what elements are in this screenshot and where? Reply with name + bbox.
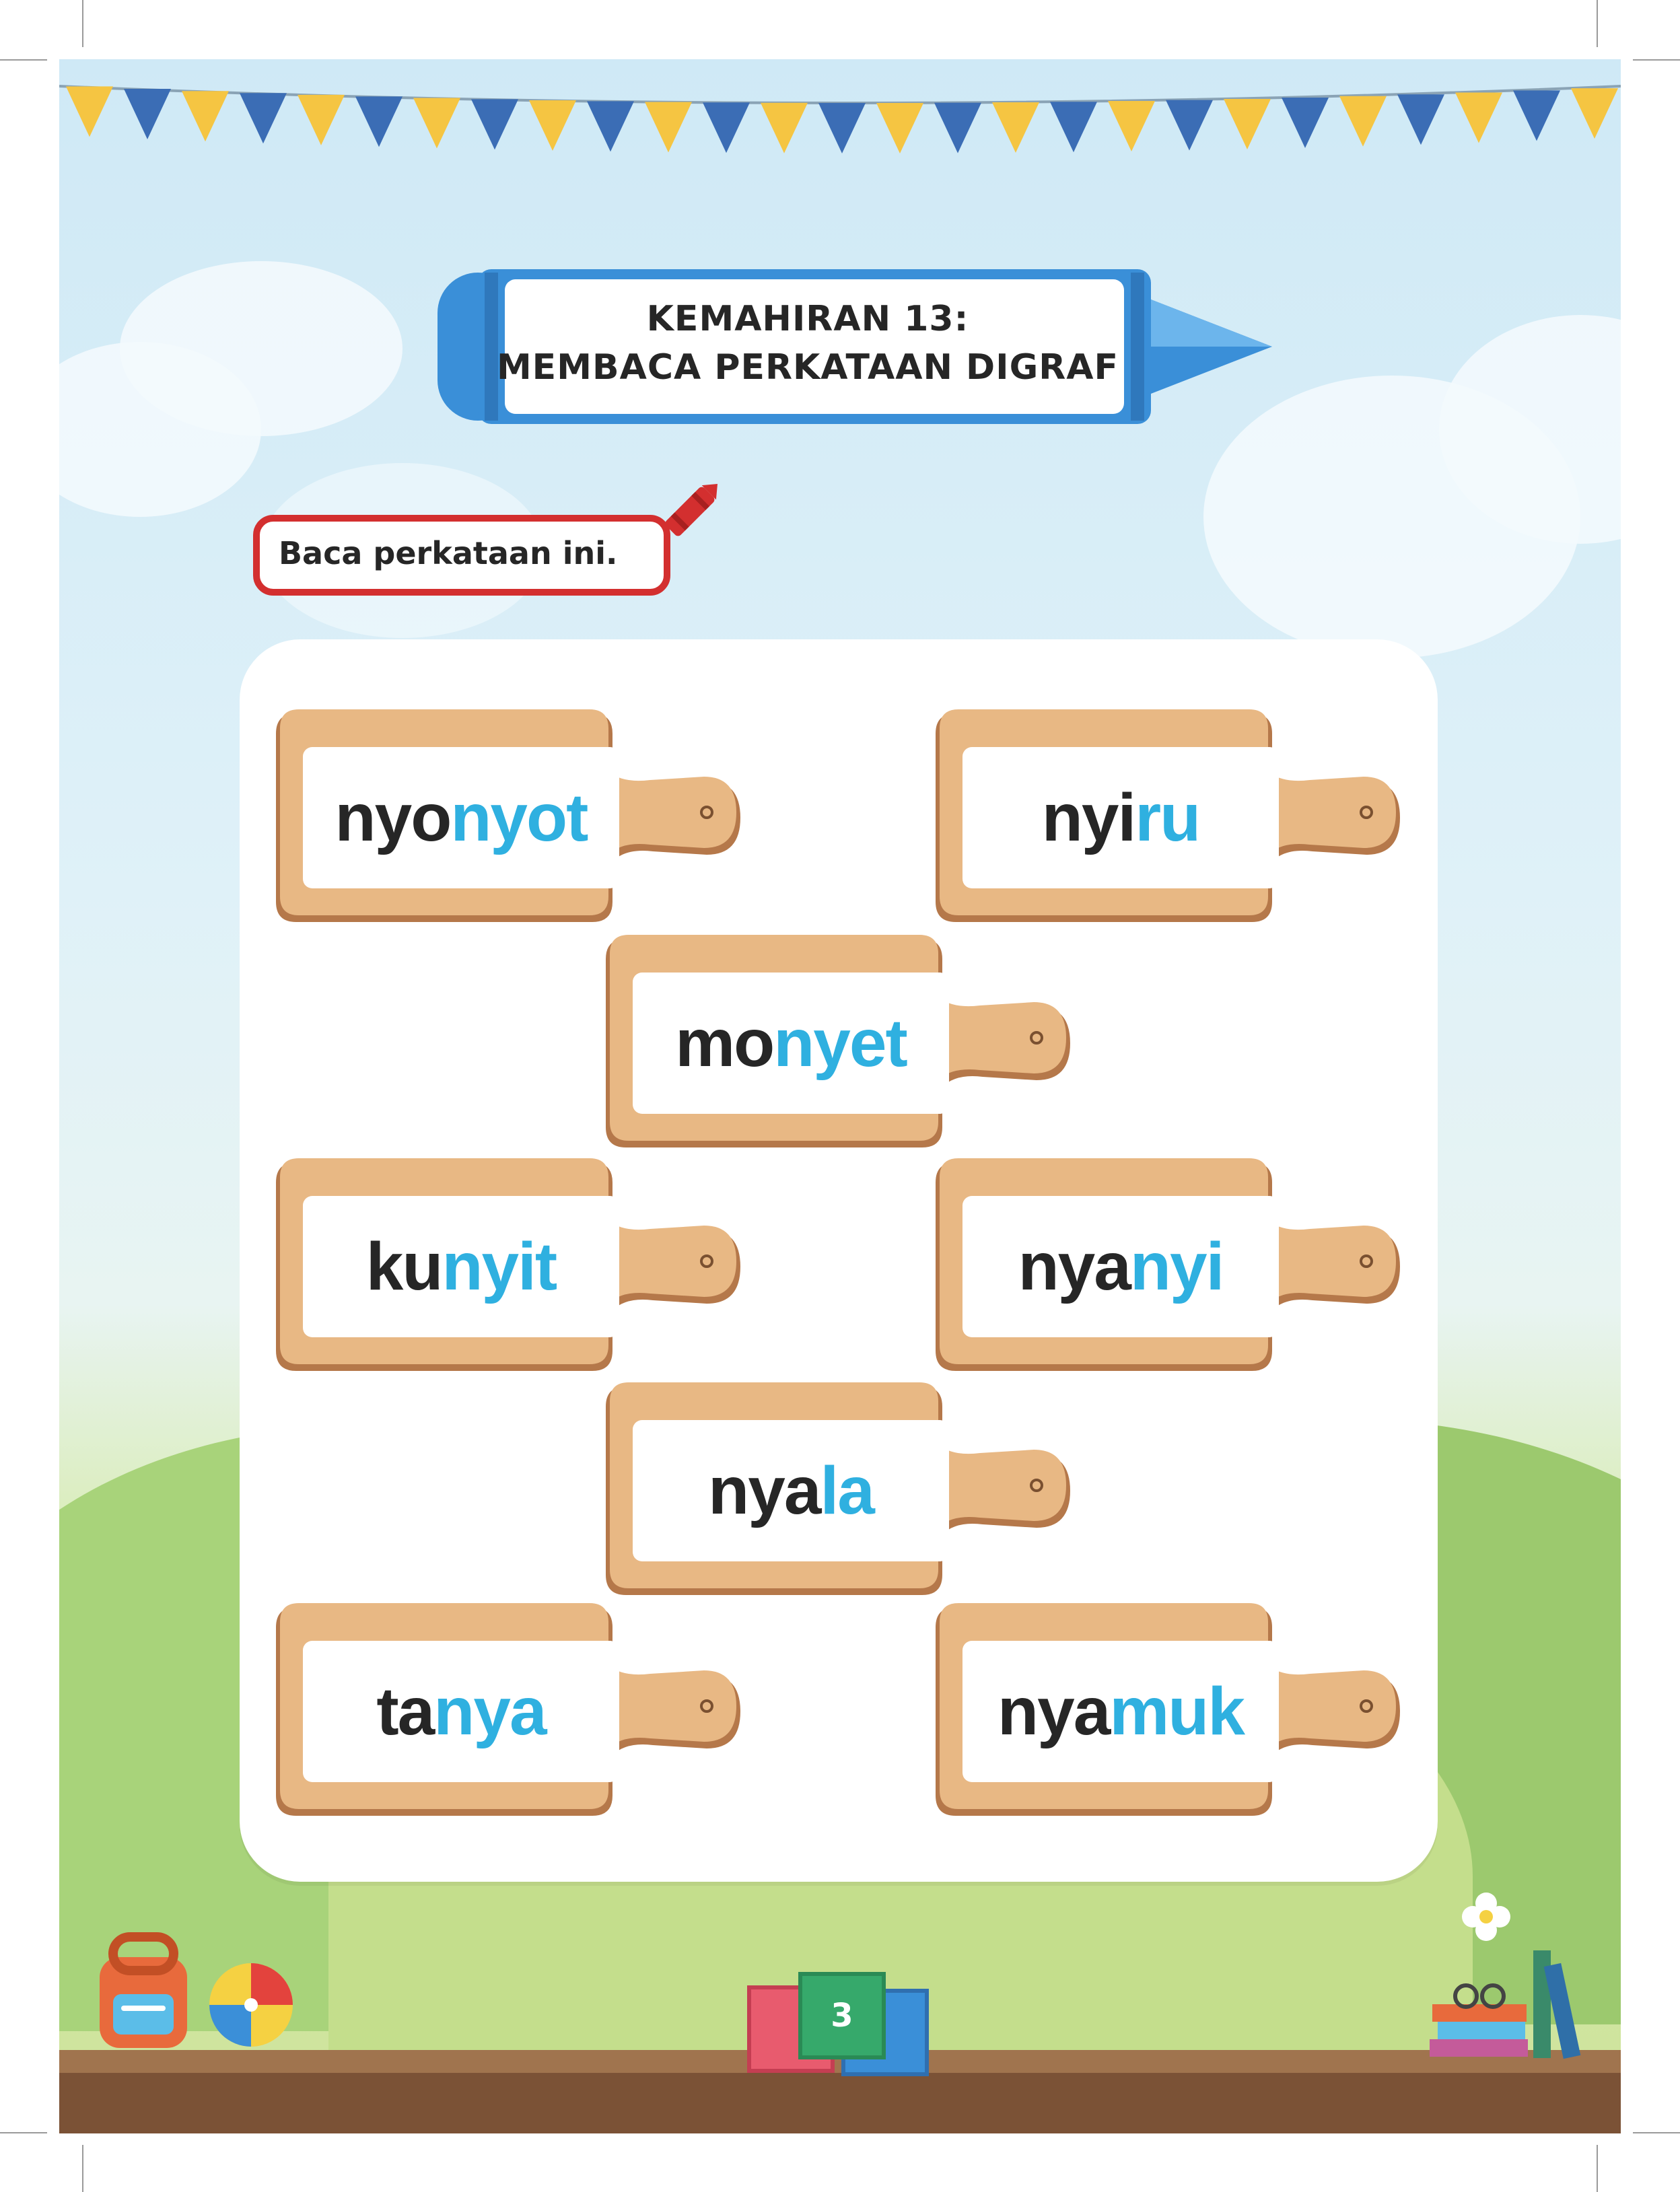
bunting-flag [1397,94,1444,145]
bunting-flag [66,86,113,137]
syllable: mo [675,1005,774,1081]
word-label [963,1641,1279,1782]
word-board [936,1600,1407,1823]
bunting-flag [992,102,1039,153]
syllable: nyo [335,779,451,855]
crop-mark [1597,2145,1598,2192]
bunting-flag [355,96,403,147]
crop-mark [82,2145,83,2192]
crop-mark [1597,0,1598,47]
page-title [471,295,1144,392]
bunting-flag [471,99,518,149]
digraph-syllable: la [820,1452,874,1528]
word-board [276,1600,747,1823]
word-board [276,1156,747,1378]
bunting-flag [587,101,634,151]
word-label [633,1420,949,1561]
bunting-flag [413,98,460,149]
digraph-syllable: nyot [450,779,588,855]
title-line-1: KEMAHIRAN 13: [646,299,969,339]
crop-mark [82,0,83,47]
instruction-text: Baca perkataan ini. [279,535,618,571]
bunting-flag [1050,102,1097,152]
bunting-flag [645,102,692,152]
bunting-decoration [59,59,1621,167]
page-number: 3 [798,1972,886,2059]
bunting-flag [1224,99,1271,149]
crop-mark [0,59,47,61]
bunting-flag [1166,100,1213,151]
bunting-flag [124,89,171,139]
digraph-syllable: nyit [442,1228,557,1304]
crayon-icon [650,471,730,552]
bunting-flag [703,102,750,153]
bunting-flag [529,100,576,151]
syllable: nya [708,1452,820,1528]
digraph-syllable: ru [1135,779,1200,855]
word-label [303,1641,619,1782]
bunting-flag [761,103,808,153]
crop-mark [1633,2132,1680,2133]
bunting-flag [298,95,345,145]
title-line-2: MEMBACA PERKATAAN DIGRAF [496,347,1119,388]
books-icon [1426,1930,1601,2065]
backpack-icon [86,1930,201,2051]
word-label [303,747,619,888]
syllable: nya [1018,1228,1130,1304]
crop-mark [0,2132,47,2133]
digraph-syllable: nya [433,1673,546,1749]
beach-ball-icon [207,1961,295,2049]
bunting-flag [818,103,866,153]
syllable: ta [376,1673,434,1749]
digraph-syllable: muk [1109,1673,1244,1749]
crop-mark [1633,59,1680,61]
syllable: nya [998,1673,1110,1749]
digraph-syllable: nyet [773,1005,907,1081]
bunting-flag [1339,96,1387,147]
word-label [963,747,1279,888]
word-board [606,1380,1077,1602]
word-board [936,1156,1407,1378]
bunting-flag [182,91,229,141]
word-label [963,1196,1279,1337]
syllable: ku [365,1228,442,1304]
digraph-syllable: nyi [1129,1228,1224,1304]
bunting-flag [934,103,981,153]
bunting-flag [240,93,287,143]
bunting-flag [1455,92,1502,143]
word-board [276,707,747,929]
syllable: nyi [1041,779,1135,855]
word-board [936,707,1407,929]
word-label [303,1196,619,1337]
bunting-flag [1571,88,1618,139]
word-board [606,932,1077,1154]
bunting-flag [1513,90,1560,141]
flower-icon [1459,1890,1513,1944]
bunting-flag [1282,98,1329,148]
ground [59,2073,1621,2133]
bunting-flag [1108,101,1155,151]
word-label [633,973,949,1114]
bunting-flag [876,103,923,153]
